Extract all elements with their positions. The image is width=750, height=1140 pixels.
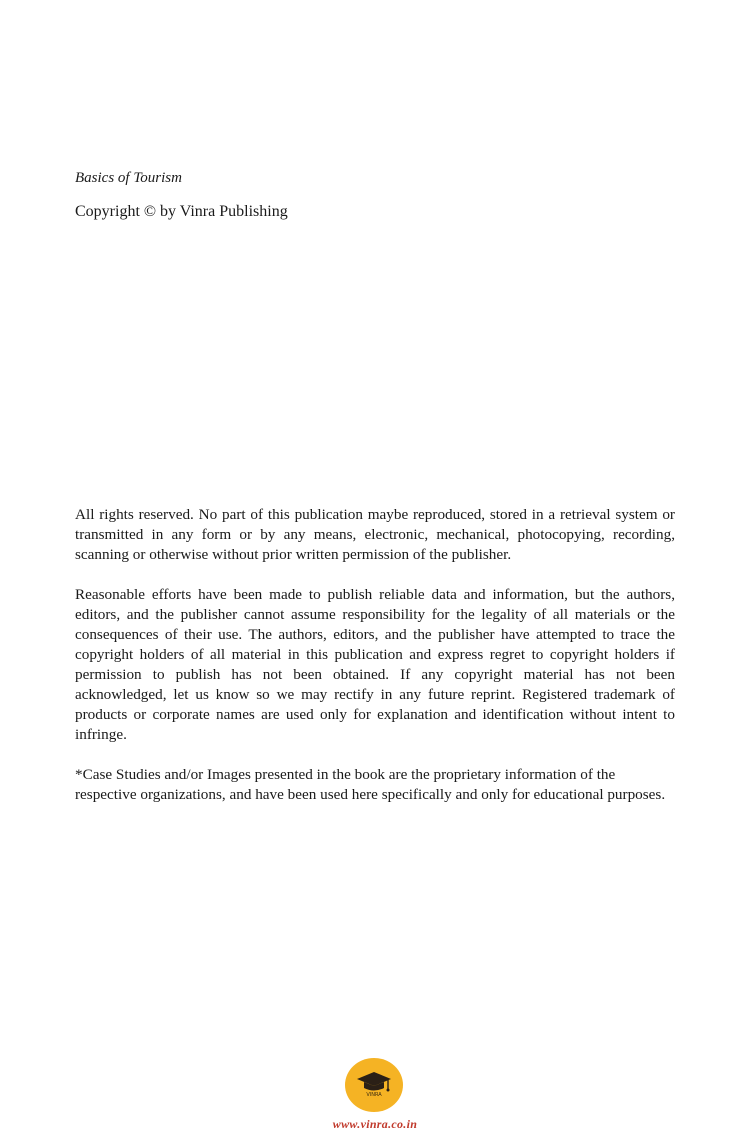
legal-notice <box>75 505 675 805</box>
logo-circle <box>345 1058 403 1112</box>
copyright-line: Copyright © by Vinra Publishing <box>75 203 288 220</box>
logo-text: VINRA <box>366 1092 382 1098</box>
book-title: Basics of Tourism <box>75 170 182 186</box>
publisher-logo <box>345 1058 405 1112</box>
graduation-cap-icon <box>355 1070 393 1094</box>
website-link[interactable]: www.vinra.co.in <box>332 1117 418 1131</box>
rights-paragraph: All rights reserved. No part of this publication maybe reproduced, stored in a retrieval system or transmitted in any form or by any means, electronic, mechanical, photocopying, recording, scanning or otherwise without prior written permission of the publisher. <box>75 506 675 563</box>
disclaimer-paragraph: Reasonable efforts have been made to publish reliable data and information, but the authors, editors, and the publisher cannot assume responsibility for the legality of all materials or the consequences of their use. The authors, editors, and the publisher have attempted to trace the copyright holders of all material in this publication and express regret to copyright holders if permission to publish has not been obtained. If any copyright material has not been acknowledged, let us know so we may rectify in any future reprint. Registered trademark of products or corporate names are used only for explanation and identification without intent to infringe. <box>75 586 675 743</box>
case-studies-paragraph: *Case Studies and/or Images presented in the book are the proprietary information of the respective organizations, and have been used here specifically and only for educational purposes. <box>75 766 666 803</box>
